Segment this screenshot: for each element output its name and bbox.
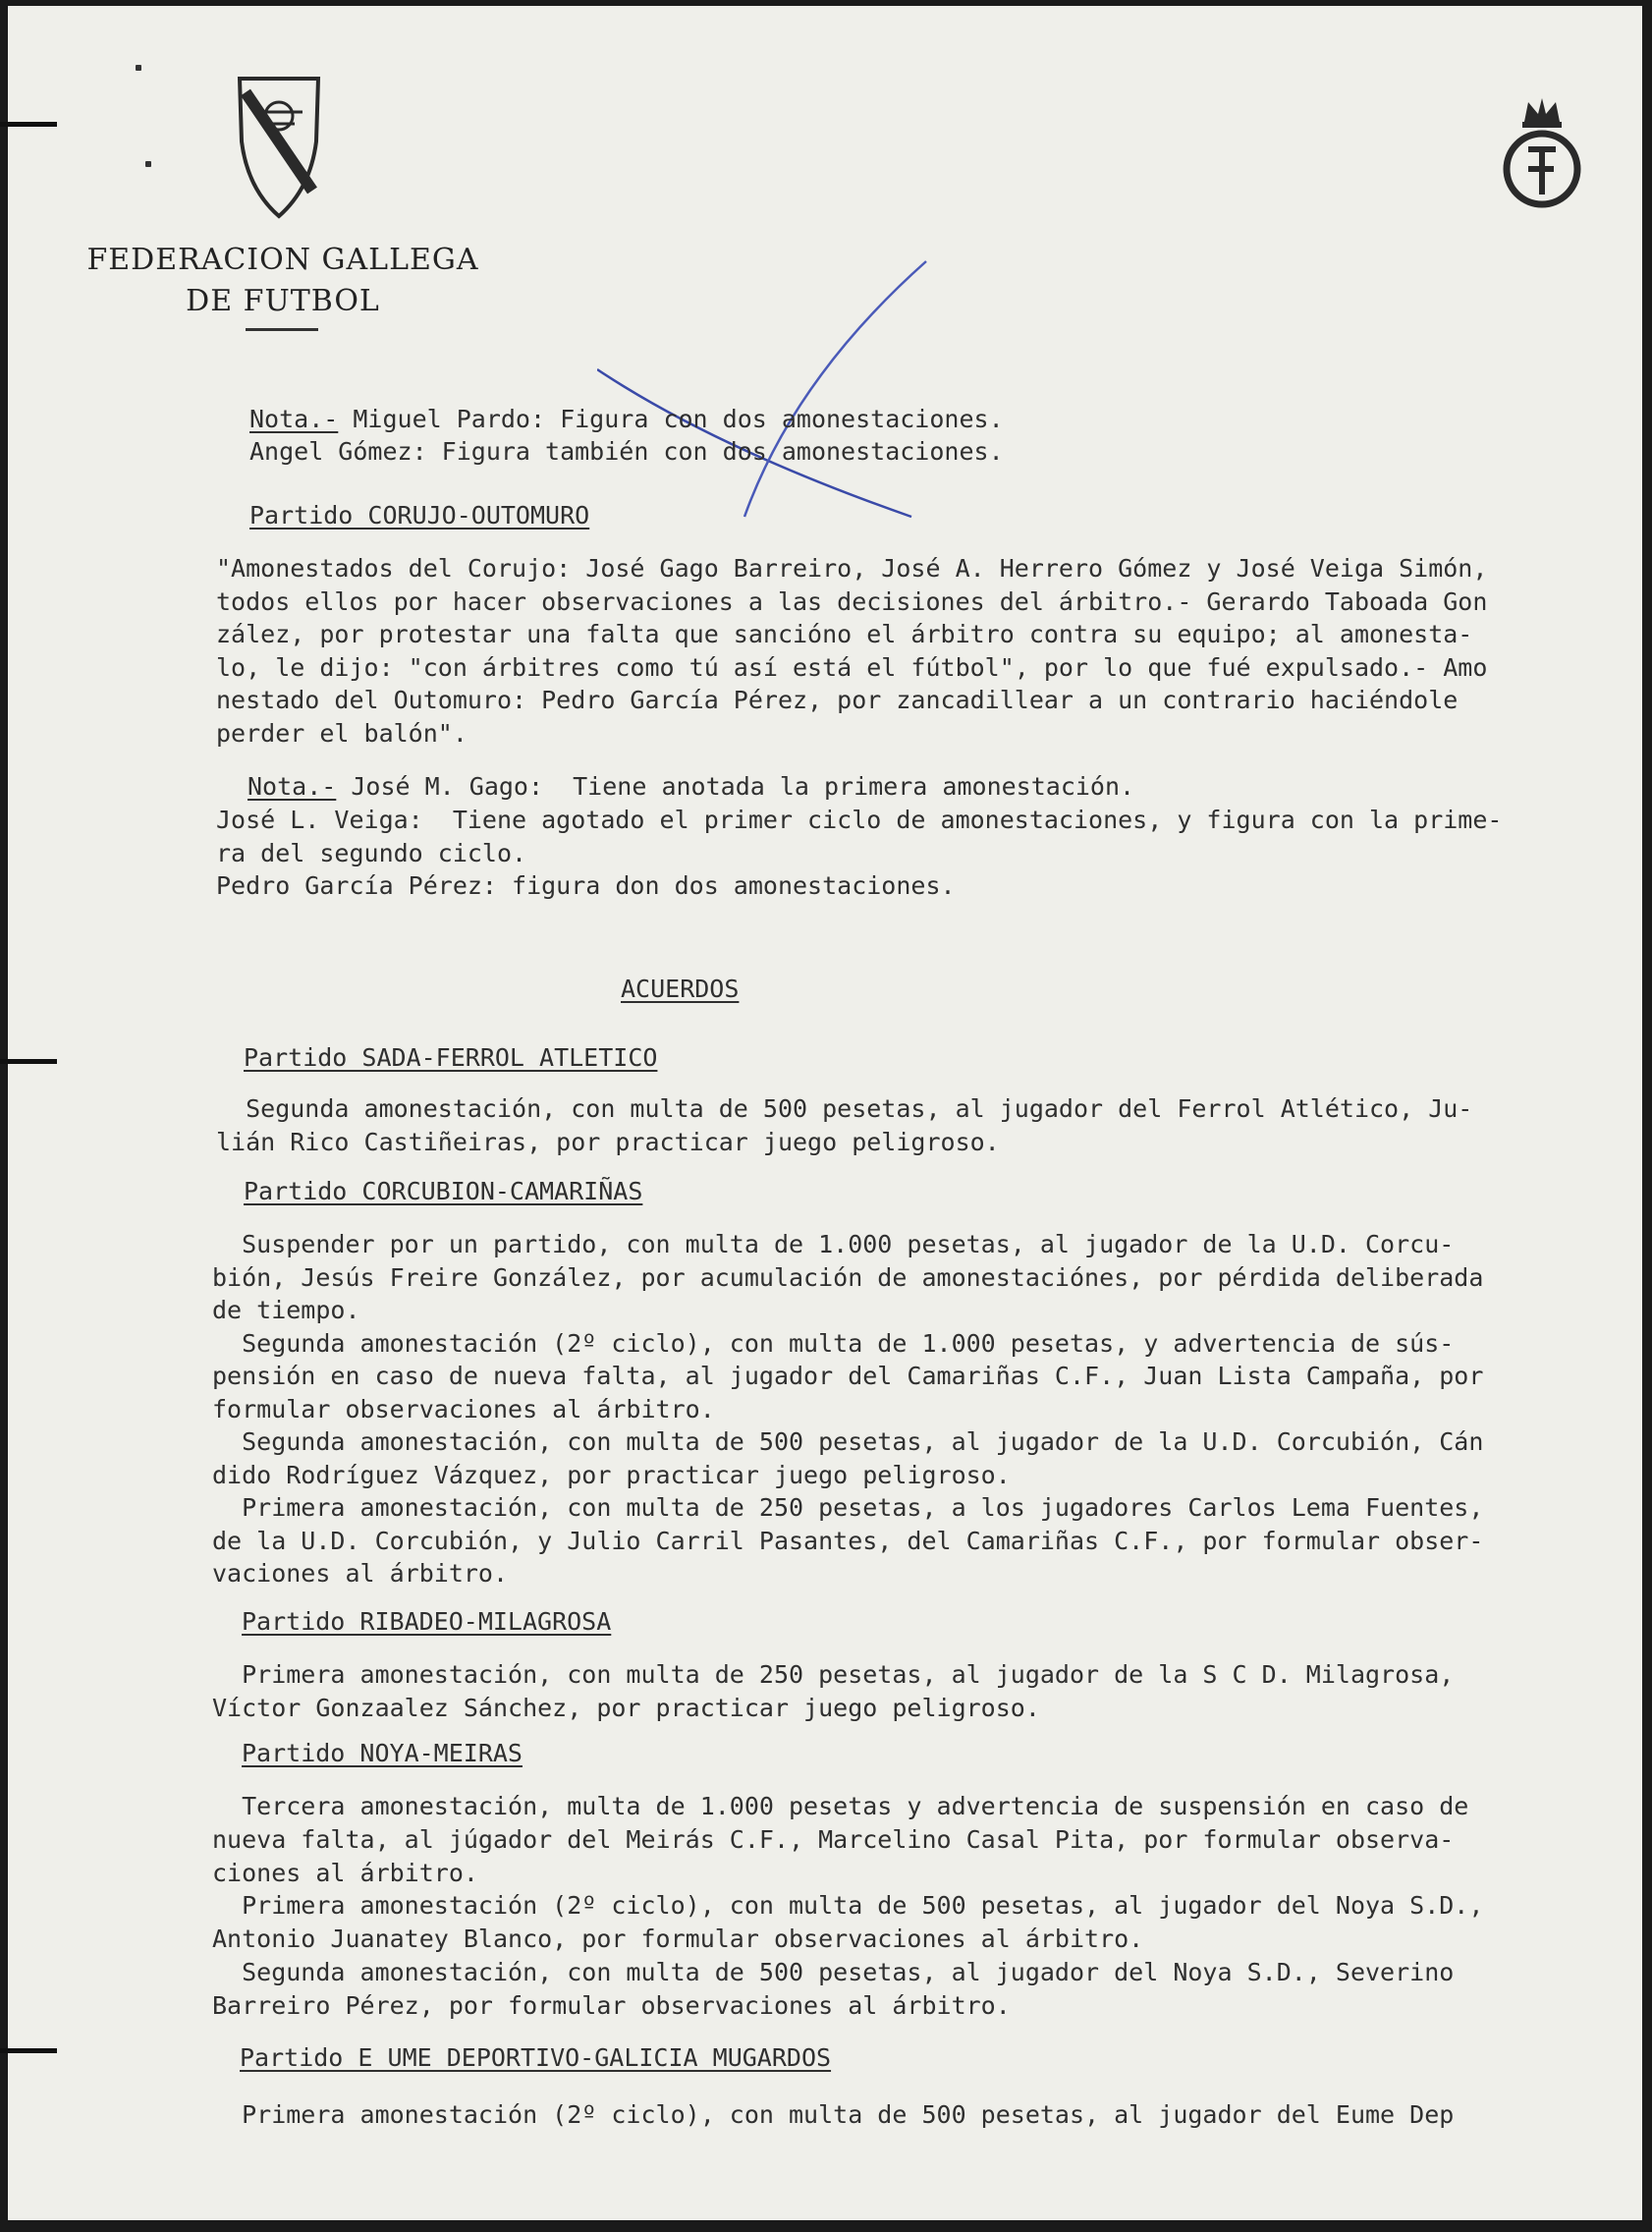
nota-label: Nota.- <box>248 772 337 801</box>
paper-speck <box>145 161 151 167</box>
section-heading-ribadeo: Partido RIBADEO-MILAGROSA <box>242 1607 612 1636</box>
section-heading-corujo: Partido CORUJO-OUTOMURO <box>249 501 590 530</box>
nota-block-2 <box>248 770 1134 803</box>
text-line: Segunda amonestación, con multa de 500 pesetas, al jugador del Ferrol Atlético, Ju- <box>216 1094 1473 1123</box>
text-line: lo, le dijo: "con árbitres como tú así está el fútbol", por lo que fué expulsado.- Amo <box>216 652 1488 682</box>
text-line: Primera amonestación (2º ciclo), con multa de 500 pesetas, al jugador del Eume Dep <box>212 2100 1455 2129</box>
text-line: Primera amonestación, con multa de 250 pesetas, al jugador de la S C D. Milagrosa, <box>212 1660 1455 1689</box>
federation-name-line1: FEDERACION GALLEGA <box>86 243 479 277</box>
text-line: formular observaciones al árbitro. <box>212 1394 715 1423</box>
text-line: Segunda amonestación (2º ciclo), con multa de 1.000 pesetas, y advertencia de sús- <box>212 1328 1455 1358</box>
text-line: dido Rodríguez Vázquez, por practicar juego peligroso. <box>212 1460 1011 1489</box>
document-page <box>8 6 1642 2220</box>
text-line: José L. Veiga: Tiene agotado el primer ciclo de amonestaciones, y figura con la prime- <box>216 806 1503 834</box>
text-line: perder el balón". <box>216 718 468 748</box>
text-line: Víctor Gonzaalez Sánchez, por practicar juego peligroso. <box>212 1694 1040 1722</box>
nota-block-1 <box>249 403 1004 435</box>
text-line: Segunda amonestación, con multa de 500 pesetas, al jugador del Noya S.D., Severino <box>212 1958 1455 1986</box>
binder-hole <box>0 1059 57 1064</box>
text-line: ra del segundo ciclo. <box>216 838 527 867</box>
handwritten-cross-mark <box>597 251 951 546</box>
nota-line: Miguel Pardo: Figura con dos amonestaciones. <box>338 405 1004 433</box>
text-line: de la U.D. Corcubión, y Julio Carril Pasantes, del Camariñas C.F., por formular obser- <box>212 1526 1484 1555</box>
acuerdos-title: ACUERDOS <box>621 975 740 1003</box>
nota-line: Angel Gómez: Figura también con dos amonestaciones. <box>249 437 1004 466</box>
text-line: Antonio Juanatey Blanco, por formular observaciones al árbitro. <box>212 1925 1144 1954</box>
crown-crest-logo <box>1499 92 1585 208</box>
text-line: ciones al árbitro. <box>212 1858 478 1887</box>
text-line: Tercera amonestación, multa de 1.000 pesetas y advertencia de suspensión en caso de <box>212 1792 1469 1820</box>
text-line: de tiempo. <box>212 1296 360 1324</box>
text-line: Primera amonestación, con multa de 250 pesetas, a los jugadores Carlos Lema Fuentes, <box>212 1493 1484 1522</box>
binder-hole <box>0 2048 57 2053</box>
text-line: todos ellos por hacer observaciones a las decisiones del árbitro.- Gerardo Taboada Gon <box>216 586 1488 616</box>
text-line: nueva falta, al júgador del Meirás C.F., Marcelino Casal Pita, por formular observa- <box>212 1824 1455 1854</box>
section-heading-eume: Partido E UME DEPORTIVO-GALICIA MUGARDOS <box>240 2043 832 2072</box>
paper-speck <box>136 65 141 71</box>
text-line: pensión en caso de nueva falta, al jugador del Camariñas C.F., Juan Lista Campaña, por <box>212 1362 1484 1390</box>
section-heading-corcubion: Partido CORCUBION-CAMARIÑAS <box>244 1177 643 1205</box>
federation-name <box>77 240 489 322</box>
section-heading-noya: Partido NOYA-MEIRAS <box>242 1739 523 1767</box>
header-rule <box>246 328 318 331</box>
text-line: bión, Jesús Freire González, por acumulación de amonestaciónes, por pérdida deliberada <box>212 1262 1484 1292</box>
text-line: Pedro García Pérez: figura don dos amonestaciones. <box>216 871 956 900</box>
federation-shield-logo <box>234 73 324 220</box>
section-heading-sada: Partido SADA-FERROL ATLETICO <box>244 1043 658 1072</box>
text-line: Segunda amonestación, con multa de 500 pesetas, al jugador de la U.D. Corcubión, Cán <box>212 1427 1484 1456</box>
text-line: zález, por protestar una falta que sancióno el árbitro contra su equipo; al amonesta- <box>216 620 1473 648</box>
text-line: Suspender por un partido, con multa de 1.000 pesetas, al jugador de la U.D. Corcu- <box>212 1230 1455 1258</box>
nota-label: Nota.- <box>249 405 339 433</box>
federation-name-line2: DE FUTBOL <box>186 284 380 318</box>
text-line: nestado del Outomuro: Pedro García Pérez, por zancadillear a un contrario haciéndole <box>216 686 1459 714</box>
text-line: lián Rico Castiñeiras, por practicar juego peligroso. <box>216 1128 1000 1156</box>
binder-hole <box>0 122 57 127</box>
text-line: vaciones al árbitro. <box>212 1559 509 1588</box>
nota-line: José M. Gago: Tiene anotada la primera amonestación. <box>336 772 1135 801</box>
text-line: Barreiro Pérez, por formular observaciones al árbitro. <box>212 1990 1011 2020</box>
text-line: Primera amonestación (2º ciclo), con multa de 500 pesetas, al jugador del Noya S.D., <box>212 1891 1484 1921</box>
text-line: "Amonestados del Corujo: José Gago Barreiro, José A. Herrero Gómez y José Veiga Simón, <box>216 554 1488 583</box>
